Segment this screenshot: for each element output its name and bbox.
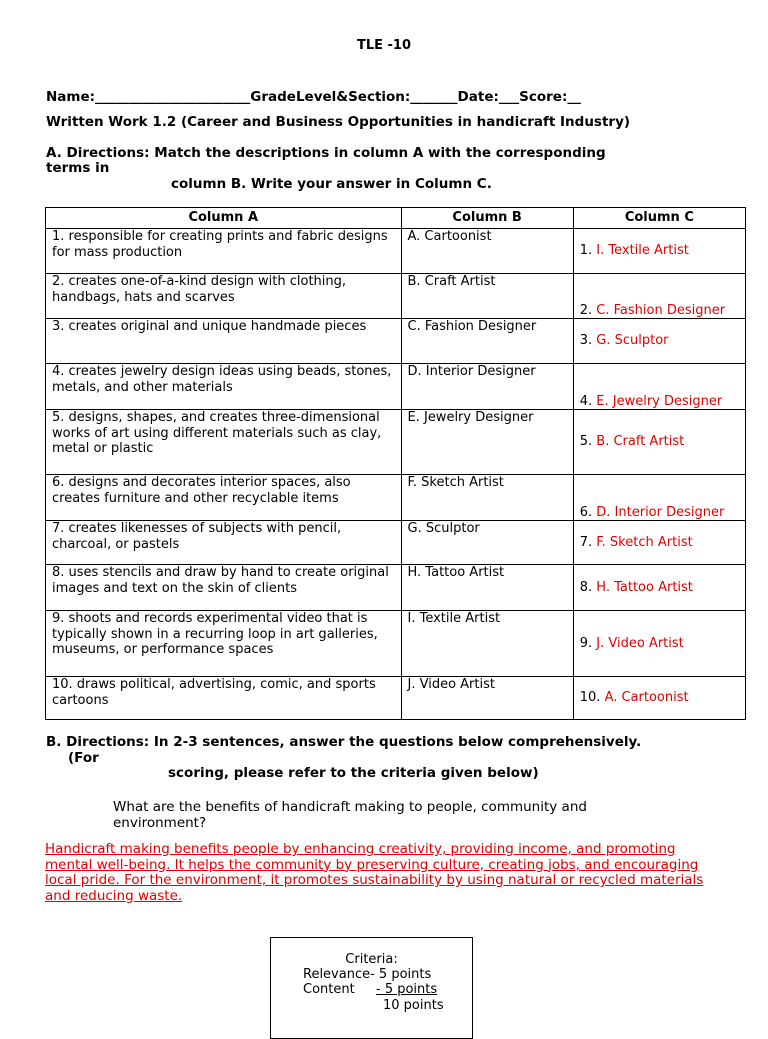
answer-text: E. Jewelry Designer xyxy=(596,393,723,409)
column-a-cell: 7. creates likenesses of subjects with pencil, charcoal, or pastels xyxy=(46,521,402,565)
table-row xyxy=(46,410,746,475)
part-a-directions-line2: terms in xyxy=(46,160,110,176)
column-c-cell xyxy=(573,475,745,521)
column-b-cell: A. Cartoonist xyxy=(401,229,573,274)
criteria-total: 10 points xyxy=(383,998,444,1013)
column-b-cell: G. Sculptor xyxy=(401,521,573,565)
column-b-cell: D. Interior Designer xyxy=(401,364,573,410)
answer-text: C. Fashion Designer xyxy=(596,302,726,318)
column-a-cell: 4. creates jewelry design ideas using beads, stones, metals, and other materials xyxy=(46,364,402,410)
table-row xyxy=(46,475,746,521)
answer-text: F. Sketch Artist xyxy=(596,534,693,550)
criteria-title: Criteria: xyxy=(345,952,398,967)
answer-text: A. Cartoonist xyxy=(604,690,689,706)
essay-answer: Handicraft making benefits people by enhancing creativity, providing income, and promoting mental well-being. It helps the community by preserving culture, creating jobs, and encouraging local pride. For the environment, it promotes sustainability by using natural or recycled materials and reducing waste. xyxy=(45,841,704,904)
answer-number: 9. xyxy=(579,635,593,651)
answer-number: 10. xyxy=(579,690,601,706)
answer-number: 6. xyxy=(579,504,593,520)
answer-text: J. Video Artist xyxy=(596,635,684,651)
answer-number: 2. xyxy=(579,302,593,318)
table-row xyxy=(46,565,746,611)
table-row xyxy=(46,319,746,364)
part-b-directions-line3: scoring, please refer to the criteria given below) xyxy=(168,765,539,781)
column-a-cell: 9. shoots and records experimental video that is typically shown in a recurring loop in art galleries, museums, or performance spaces xyxy=(46,611,402,677)
table-row xyxy=(46,677,746,720)
part-a-directions-line1: A. Directions: Match the descriptions in column A with the corresponding xyxy=(46,145,606,161)
answer-text: D. Interior Designer xyxy=(596,504,725,520)
column-a-cell: 6. designs and decorates interior spaces, also creates furniture and other recyclable items xyxy=(46,475,402,521)
answer-text: H. Tattoo Artist xyxy=(596,579,693,595)
written-work-title: Written Work 1.2 (Career and Business Opportunities in handicraft Industry) xyxy=(46,114,631,130)
page-title: TLE -10 xyxy=(356,38,412,53)
table-header-row xyxy=(46,208,746,229)
column-c-header: Column C xyxy=(573,208,745,229)
column-a-cell: 10. draws political, advertising, comic, and sports cartoons xyxy=(46,677,402,720)
answer-number: 1. xyxy=(579,243,593,259)
column-c-cell xyxy=(573,229,745,274)
table-row xyxy=(46,364,746,410)
table-row xyxy=(46,229,746,274)
column-a-cell: 5. designs, shapes, and creates three-dimensional works of art using different materials such as clay, metal or plastic xyxy=(46,410,402,475)
column-b-cell: H. Tattoo Artist xyxy=(401,565,573,611)
criteria-relevance: Relevance- 5 points xyxy=(303,967,432,982)
column-b-cell: J. Video Artist xyxy=(401,677,573,720)
column-c-cell xyxy=(573,521,745,565)
answer-number: 7. xyxy=(579,534,593,550)
column-c-cell xyxy=(573,274,745,319)
column-c-cell xyxy=(573,364,745,410)
matching-table xyxy=(45,207,746,720)
column-b-cell: B. Craft Artist xyxy=(401,274,573,319)
column-a-cell: 2. creates one-of-a-kind design with clothing, handbags, hats and scarves xyxy=(46,274,402,319)
answer-number: 5. xyxy=(579,434,593,450)
part-b-directions-line2: (For xyxy=(68,750,99,766)
essay-question: What are the benefits of handicraft making to people, community and environment? xyxy=(113,799,587,831)
criteria-content-points: - 5 points xyxy=(376,982,438,997)
column-c-cell xyxy=(573,677,745,720)
criteria-content-label: Content xyxy=(303,982,355,997)
table-row xyxy=(46,611,746,677)
column-c-cell xyxy=(573,565,745,611)
column-a-cell: 8. uses stencils and draw by hand to create original images and text on the skin of clients xyxy=(46,565,402,611)
column-c-cell xyxy=(573,410,745,475)
table-row xyxy=(46,521,746,565)
column-a-cell: 3. creates original and unique handmade pieces xyxy=(46,319,402,364)
column-a-cell: 1. responsible for creating prints and fabric designs for mass production xyxy=(46,229,402,274)
column-b-cell: I. Textile Artist xyxy=(401,611,573,677)
column-c-cell xyxy=(573,319,745,364)
answer-text: G. Sculptor xyxy=(596,333,669,349)
answer-number: 8. xyxy=(579,579,593,595)
part-a-directions-line3: column B. Write your answer in Column C. xyxy=(171,176,492,192)
column-b-cell: E. Jewelry Designer xyxy=(401,410,573,475)
student-info-line: Name:_______________________GradeLevel&Section:_______Date:___Score:__ xyxy=(46,89,581,105)
column-b-cell: F. Sketch Artist xyxy=(401,475,573,521)
column-b-header: Column B xyxy=(401,208,573,229)
answer-number: 4. xyxy=(579,393,593,409)
answer-text: I. Textile Artist xyxy=(596,243,689,259)
answer-text: B. Craft Artist xyxy=(596,434,685,450)
column-b-cell: C. Fashion Designer xyxy=(401,319,573,364)
part-b-directions-line1: B. Directions: In 2-3 sentences, answer the questions below comprehensively. xyxy=(46,734,642,750)
column-c-cell xyxy=(573,611,745,677)
column-a-header: Column A xyxy=(46,208,402,229)
answer-number: 3. xyxy=(579,333,593,349)
table-row xyxy=(46,274,746,319)
